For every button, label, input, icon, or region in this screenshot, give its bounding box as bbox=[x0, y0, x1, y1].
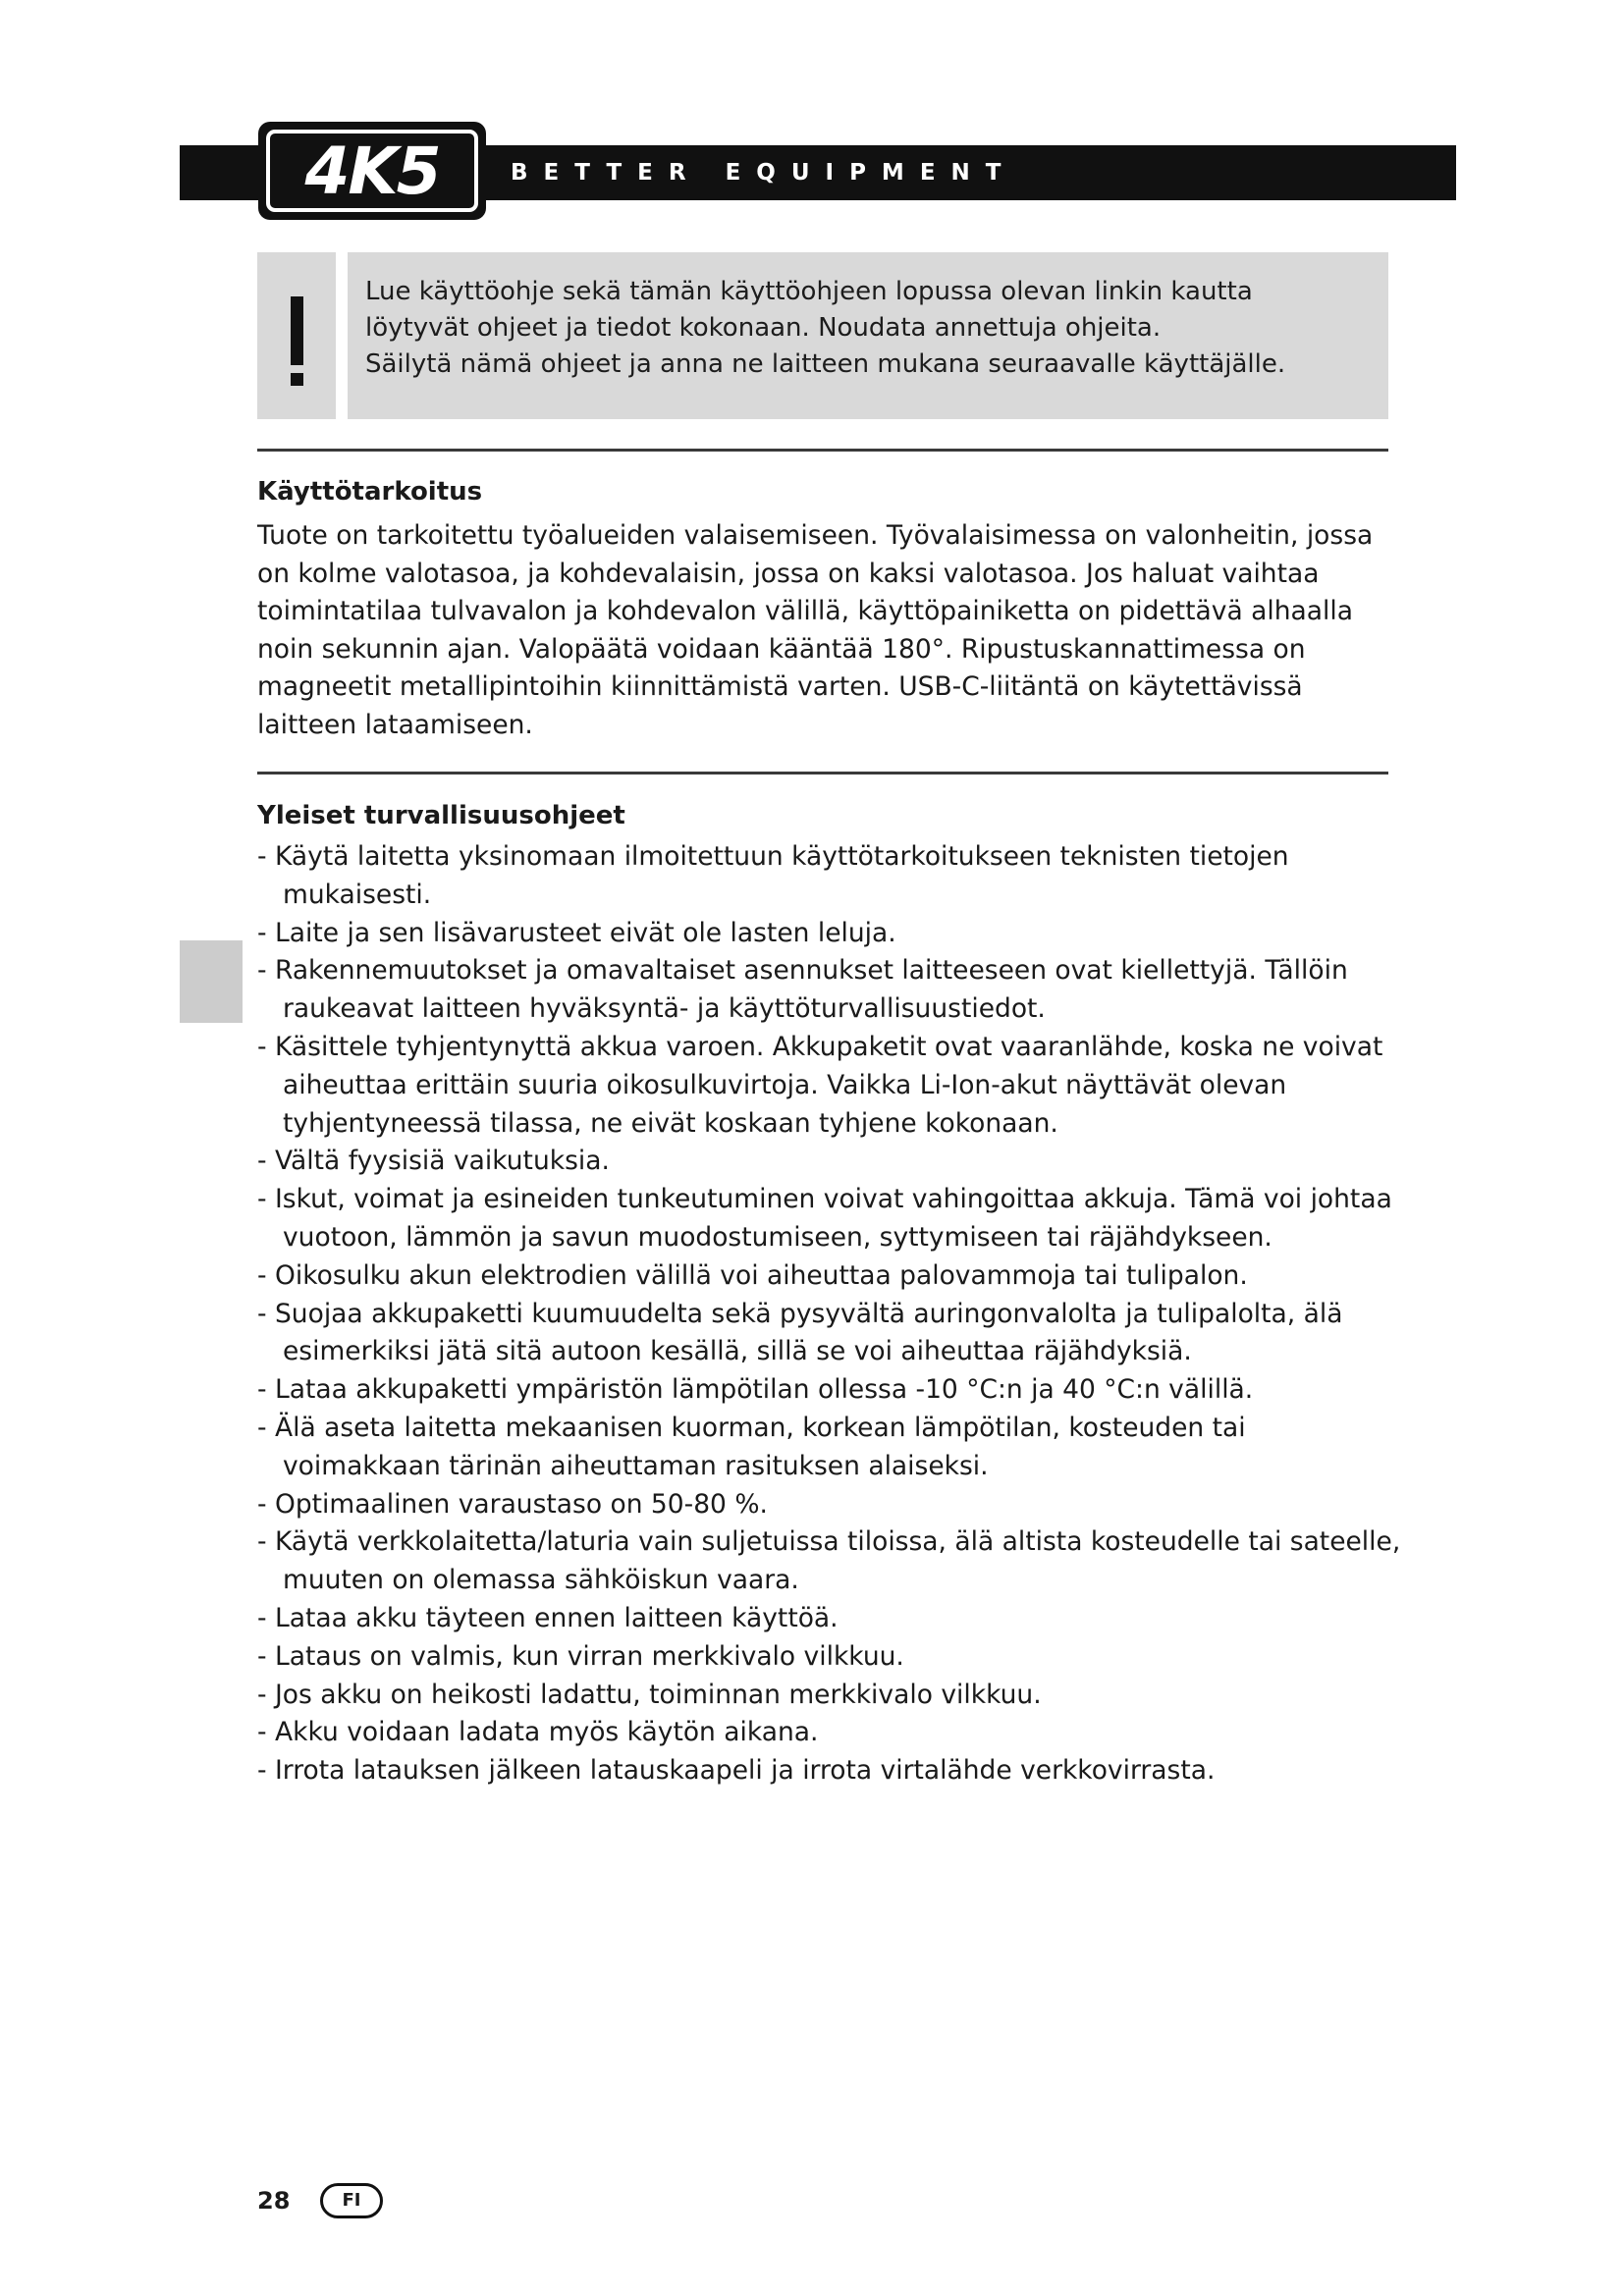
language-badge: FI bbox=[320, 2183, 383, 2218]
brand-logo-text: 4K5 bbox=[266, 130, 478, 212]
section-divider bbox=[257, 772, 1388, 774]
intended-use-text: Tuote on tarkoitettu työalueiden valaisemiseen. Työvalaisimessa on valonheitin, jossa on kolme valotasoa, ja kohdevalaisin, jossa on kaksi valotasoa. Jos haluat vaihtaa toimintatilaa tulvavalon ja kohdevalon välillä, käyttöpainiketta on pidettävä alhaalla noin sekunnin ajan. Valopäätä voidaan kääntää 180°. Ripustuskannattimessa on magneetit metallipintoihin kiinnittämistä varten. USB-C-liitäntä on käytettävissä laitteen lataamiseen. bbox=[257, 520, 1374, 740]
list-item: - Irrota latauksen jälkeen latauskaapeli ja irrota virtalähde verkkovirrasta. bbox=[257, 1755, 1216, 1787]
list-item: - Jos akku on heikosti ladattu, toiminnan merkkivalo vilkkuu. bbox=[257, 1679, 1042, 1710]
page-number: 28 bbox=[257, 2187, 291, 2215]
intended-use-title: Käyttötarkoitus bbox=[257, 477, 483, 507]
safety-list bbox=[257, 838, 1401, 1790]
section-divider bbox=[257, 449, 1388, 452]
list-item: - Optimaalinen varaustaso on 50-80 %. bbox=[257, 1488, 768, 1520]
list-item: - Rakennemuutokset ja omavaltaiset asennukset laitteeseen ovat kiellettyjä. Tällöin raukeavat laitteen hyväksyntä- ja käyttöturvallisuustiedot. bbox=[257, 955, 1348, 1025]
exclamation-dot bbox=[291, 373, 303, 386]
list-item: - Käytä laitetta yksinomaan ilmoitettuun käyttötarkoitukseen teknisten tietojen mukaisesti. bbox=[257, 841, 1289, 910]
list-item: - Älä aseta laitetta mekaanisen kuorman, korkean lämpötilan, kosteuden tai voimakkaan tärinän aiheuttaman rasituksen alaiseksi. bbox=[257, 1412, 1246, 1481]
notice-line: Lue käyttöohje sekä tämän käyttöohjeen lopussa olevan linkin kautta bbox=[365, 277, 1253, 306]
notice-line: löytyvät ohjeet ja tiedot kokonaan. Noudata annettuja ohjeita. bbox=[365, 313, 1162, 343]
brand-tagline: BETTER EQUIPMENT bbox=[511, 160, 1017, 186]
brand-logo bbox=[258, 122, 486, 220]
list-item: - Iskut, voimat ja esineiden tunkeutuminen voivat vahingoittaa akkuja. Tämä voi johtaa vuotoon, lämmön ja savun muodostumiseen, syttymiseen tai räjähdykseen. bbox=[257, 1184, 1392, 1253]
notice-box bbox=[348, 252, 1388, 419]
safety-title: Yleiset turvallisuusohjeet bbox=[257, 801, 625, 830]
list-item: - Laite ja sen lisävarusteet eivät ole lasten leluja. bbox=[257, 917, 896, 948]
list-item: - Akku voidaan ladata myös käytön aikana. bbox=[257, 1717, 819, 1748]
exclamation-icon bbox=[291, 296, 303, 365]
list-item: - Käsittele tyhjentynyttä akkua varoen. Akkupaketit ovat vaaranlähde, koska ne voivat aiheuttaa erittäin suuria oikosulkuvirtoja. Vaikka Li-Ion-akut näyttävät olevan tyhjentyneessä tilassa, ne eivät koskaan tyhjene kokonaan. bbox=[257, 1031, 1383, 1139]
side-tab-marker bbox=[180, 940, 243, 1023]
list-item: - Vältä fyysisiä vaikutuksia. bbox=[257, 1146, 610, 1177]
list-item: - Lataa akkupaketti ympäristön lämpötilan ollessa -10 °C:n ja 40 °C:n välillä. bbox=[257, 1374, 1254, 1406]
list-item: - Lataus on valmis, kun virran merkkivalo vilkkuu. bbox=[257, 1640, 904, 1672]
notice-line: Säilytä nämä ohjeet ja anna ne laitteen mukana seuraavalle käyttäjälle. bbox=[365, 349, 1286, 379]
list-item: - Suojaa akkupaketti kuumuudelta sekä pysyvältä auringonvalolta ja tulipalolta, älä esimerkiksi jätä sitä autoon kesällä, sillä se voi aiheuttaa räjähdyksiä. bbox=[257, 1298, 1343, 1367]
list-item: - Oikosulku akun elektrodien välillä voi aiheuttaa palovammoja tai tulipalon. bbox=[257, 1259, 1248, 1291]
list-item: - Käytä verkkolaitetta/laturia vain suljetuissa tiloissa, älä altista kosteudelle tai sateelle, muuten on olemassa sähköiskun vaara. bbox=[257, 1526, 1401, 1596]
list-item: - Lataa akku täyteen ennen laitteen käyttöä. bbox=[257, 1602, 839, 1633]
